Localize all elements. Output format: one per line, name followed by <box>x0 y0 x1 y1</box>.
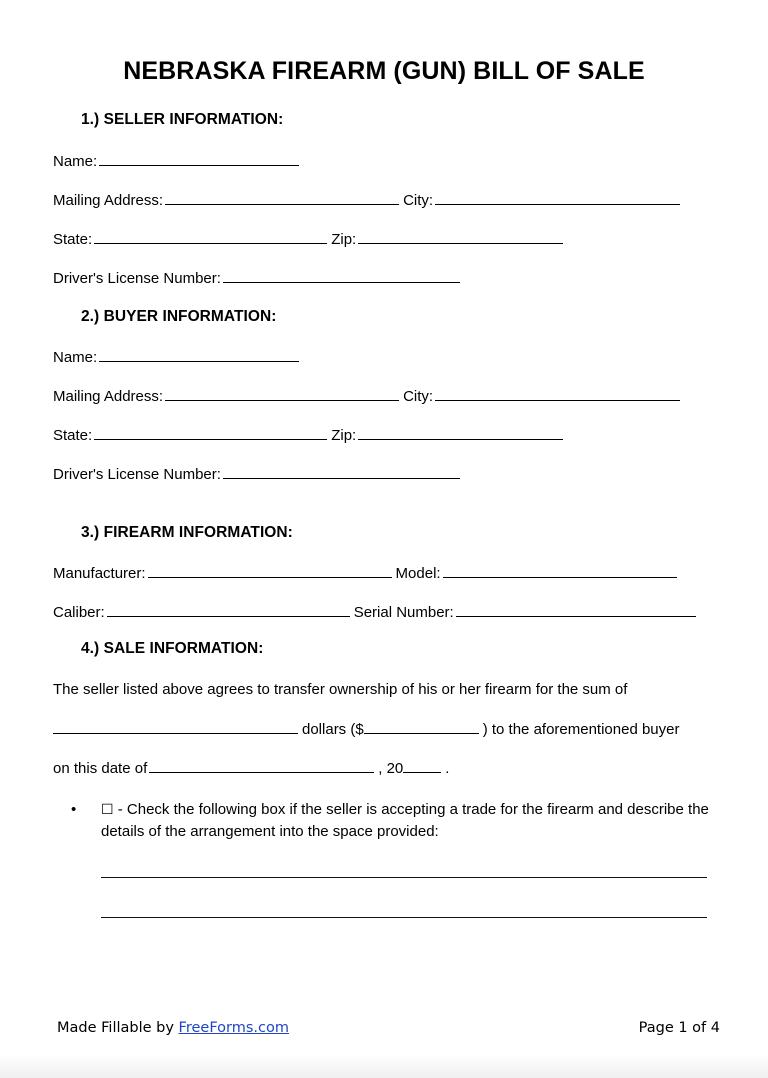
buyer-dl-label: Driver's License Number: <box>53 466 221 484</box>
seller-mailing-address-input[interactable] <box>165 191 399 205</box>
page-number: Page 1 of 4 <box>638 1020 720 1036</box>
caliber-label: Caliber: <box>53 604 105 622</box>
buyer-state-input[interactable] <box>94 426 327 440</box>
sale-date-input[interactable] <box>149 759 374 773</box>
firearm-caliber-row <box>53 603 696 622</box>
buyer-zip-label: Zip: <box>331 427 357 445</box>
seller-zip-input[interactable] <box>358 230 563 244</box>
seller-dl-row <box>53 269 460 288</box>
seller-name-label: Name: <box>53 153 98 171</box>
freeforms-link[interactable]: FreeForms.com <box>178 1020 289 1036</box>
footer-attribution <box>57 1020 289 1036</box>
buyer-state-zip-row <box>53 426 563 445</box>
buyer-name-input[interactable] <box>99 348 299 362</box>
trade-bullet-item <box>71 799 711 842</box>
sale-dollars-label: dollars ($ <box>302 721 364 739</box>
section-heading-seller: 1.) SELLER INFORMATION: <box>81 111 284 128</box>
firearm-manufacturer-row <box>53 564 677 583</box>
model-input[interactable] <box>443 564 677 578</box>
seller-state-input[interactable] <box>94 230 327 244</box>
serial-number-label: Serial Number: <box>353 604 454 622</box>
buyer-dl-row <box>53 465 460 484</box>
bullet-point-icon: • <box>71 801 77 818</box>
sale-date-label: on this date of <box>53 760 148 778</box>
buyer-address-row <box>53 387 680 406</box>
sale-terms-line-1 <box>53 681 627 699</box>
seller-dl-input[interactable] <box>223 269 460 283</box>
seller-city-input[interactable] <box>435 191 680 205</box>
seller-state-zip-row <box>53 230 563 249</box>
seller-dl-label: Driver's License Number: <box>53 270 221 288</box>
trade-dash: - <box>117 801 123 818</box>
buyer-city-input[interactable] <box>435 387 680 401</box>
seller-zip-label: Zip: <box>331 231 357 249</box>
sale-terms-line-3 <box>53 759 449 778</box>
sale-terms-text: The seller listed above agrees to transfer ownership of his or her firearm for the sum of <box>53 681 628 698</box>
serial-number-input[interactable] <box>456 603 696 617</box>
buyer-name-row <box>53 348 299 367</box>
sale-amount-words-input[interactable] <box>53 720 298 734</box>
page-footer <box>0 1020 768 1042</box>
buyer-dl-input[interactable] <box>223 465 460 479</box>
model-label: Model: <box>395 565 441 583</box>
sale-terms-line-2 <box>53 720 680 739</box>
seller-name-input[interactable] <box>99 152 299 166</box>
buyer-city-label: City: <box>403 388 434 406</box>
seller-name-row <box>53 152 299 171</box>
trade-description-text: Check the following box if the seller is accepting a trade for the firearm and describe the details of the arrangement into the space provided: <box>101 801 709 840</box>
seller-state-label: State: <box>53 231 93 249</box>
sale-year-prefix: , 20 <box>378 760 404 778</box>
section-heading-sale: 4.) SALE INFORMATION: <box>81 640 264 657</box>
page-bottom-shadow <box>0 1054 768 1078</box>
trade-checkbox[interactable]: ☐ <box>101 802 114 818</box>
trade-bullet-body <box>101 799 711 842</box>
sale-amount-numeric-input[interactable] <box>364 720 479 734</box>
buyer-name-label: Name: <box>53 349 98 367</box>
buyer-zip-input[interactable] <box>358 426 563 440</box>
section-heading-firearm: 3.) FIREARM INFORMATION: <box>81 524 293 541</box>
manufacturer-label: Manufacturer: <box>53 565 146 583</box>
buyer-state-label: State: <box>53 427 93 445</box>
seller-city-label: City: <box>403 192 434 210</box>
buyer-mailing-address-input[interactable] <box>165 387 399 401</box>
caliber-input[interactable] <box>107 603 350 617</box>
sale-year-input[interactable] <box>403 759 441 773</box>
seller-mailing-address-label: Mailing Address: <box>53 192 164 210</box>
section-heading-buyer: 2.) BUYER INFORMATION: <box>81 308 277 325</box>
footer-attribution-text: Made Fillable by <box>57 1020 174 1036</box>
manufacturer-input[interactable] <box>148 564 392 578</box>
trade-details-line-1[interactable] <box>101 877 707 878</box>
page-title: NEBRASKA FIREARM (GUN) BILL OF SALE <box>123 57 645 85</box>
seller-address-row <box>53 191 680 210</box>
buyer-mailing-address-label: Mailing Address: <box>53 388 164 406</box>
sale-buyer-text: ) to the aforementioned buyer <box>482 721 680 739</box>
sale-period: . <box>445 760 450 778</box>
trade-details-line-2[interactable] <box>101 917 707 918</box>
